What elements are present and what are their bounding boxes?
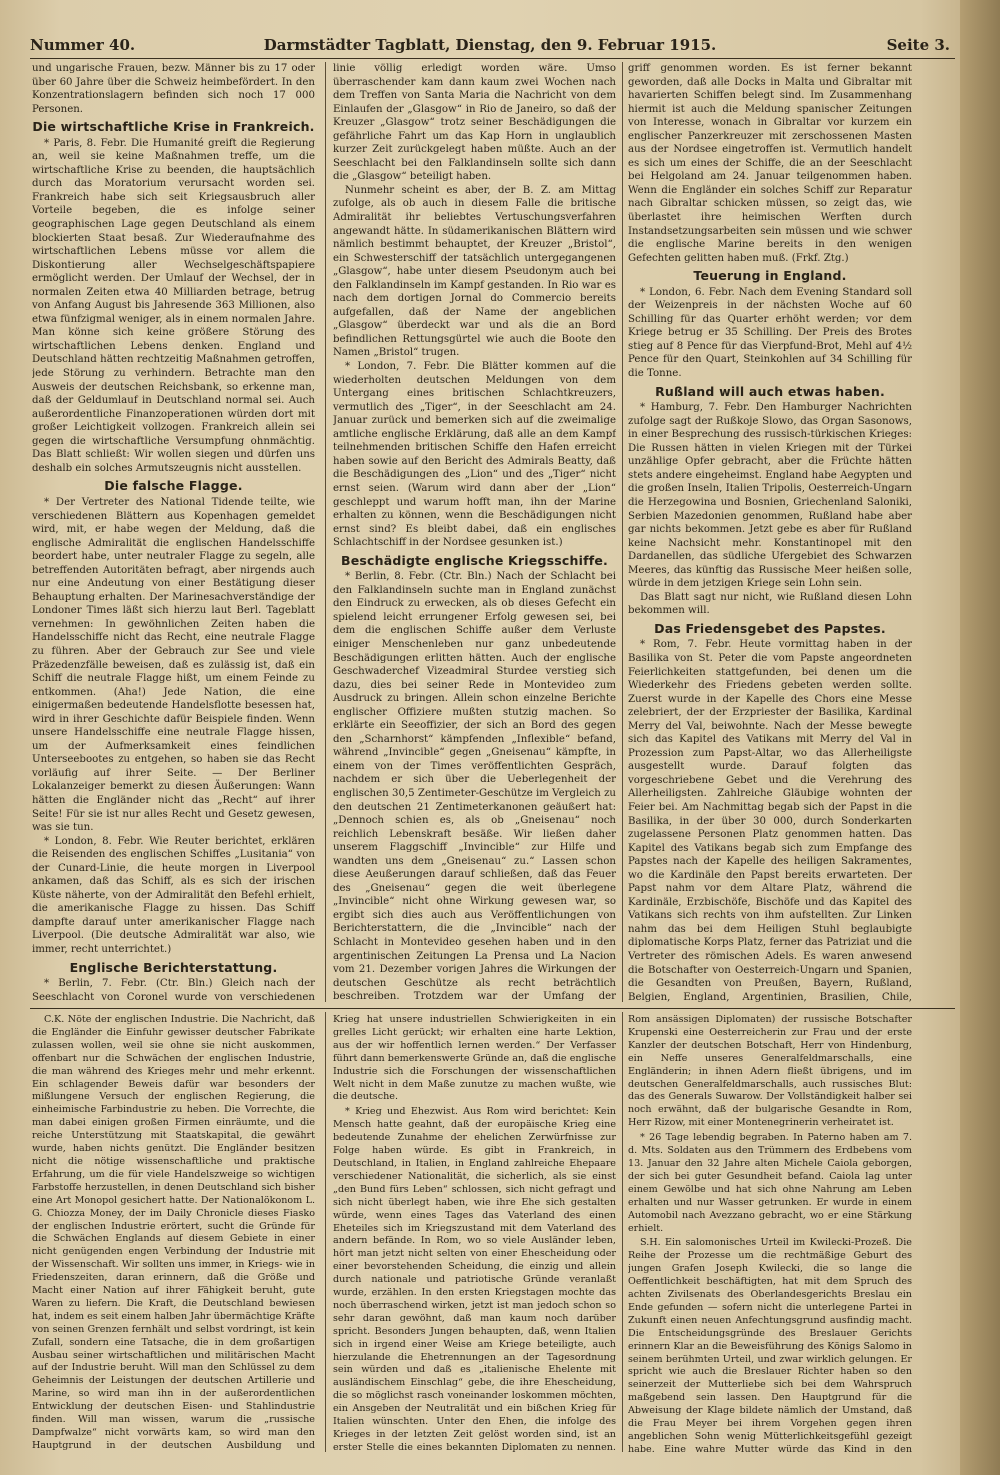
column-divider [622, 1012, 623, 1452]
article-paragraph: Das Blatt sagt nur nicht, wie Rußland diesen Lohn bekommen will. [628, 591, 912, 617]
article-paragraph: Rom ansässigen Diplomaten) der russische Botschafter Krupenski eine Oesterreicherin zur Frau und der erste Kanzler der deutschen Botschaft, Herr von Hindenburg, ein Neffe unseres Generalfeldmarschalls, eine Engländerin; in ihnen Adern fließt übrigens, und im deutschen Generalfeldmarschalls, auch russisches Blut: das des Generals Suwarow. Der Vollständigkeit halber sei noch erwähnt, daß der bulgarische Gesandte in Rom, Herr Rizow, mit einer Montenegrinerin verheiratet ist. [628, 1014, 912, 1129]
page-binding-edge [960, 0, 1000, 1475]
article-paragraph: linie völlig erledigt worden wäre. Umso überraschender kam dann kaum zwei Wochen nach dem Treffen von Santa Maria die Nachricht von dem Einlaufen der „Glasgow“ in Rio de Janeiro, so daß der Kreuzer „Glasgow“ trotz seiner Beschädigungen die gefährliche Fahrt um das Kap Horn in unglaublich kurzer Zeit zurückgelegt haben müßte. Auch an der Seeschlacht bei den Falklandinseln sollte sich dann die „Glasgow“ beteiligt haben. [333, 63, 616, 183]
headline: Teuerung in England. [693, 268, 847, 284]
article-paragraph: * London, 8. Febr. Wie Reuter berichtet, erklären die Reisenden des englischen Schiffes „Lusitania“ von der Cunard-Linie, die heute morgen in Liverpool ankamen, daß das Schiff, als es sich der irischen Küste näherte, von der Admiralität den Befehl erhielt, die amerikanische Flagge zu hissen. Das Schiff dampfte darauf unter amerikanischer Flagge nach Liverpool. (Die deutsche Admiralität war also, wie immer, recht unterrichtet.) [32, 835, 315, 955]
lower-column-3 [628, 1014, 912, 1454]
article-paragraph: * Krieg und Ehezwist. Aus Rom wird berichtet: Kein Mensch hatte geahnt, daß der europäische Krieg eine bedeutende Zunahme der ehelichen Zerwürfnisse zur Folge haben würde. Es gibt in Frankreich, in Deutschland, in Italien, in England zahlreiche Ehepaare verschiedener Nationalität, die sicherlich, als sie einst „den Bund fürs Leben“ schlossen, sich nicht gefragt und sich nicht überlegt haben, wie ihre Ehe sich gestalten würde, wenn eines Tages das Vaterland des einen Eheteiles sich im Kriegszustand mit dem Vaterland des andern befände. In Rom, wo so viele Ausländer leben, hört man jetzt nicht selten von einer Ehescheidung oder einer bevorstehenden Scheidung, die einzig und allein durch nationale und patriotische Gründe veranlaßt wurde, erzählen. In den ersten Kriegstagen mochte das noch überraschend wirken, jetzt ist man jedoch schon so sehr daran gewöhnt, daß man kaum noch darüber spricht. Besonders Jungen behaupten, daß, wenn Italien sich in irgend einer Weise am Kriege beteiligte, auch hierzulande die Ehetrennungen an der Tagesordnung sein würden und daß es „italienische Ehelente mit ausländischem Einschlag“ gebe, die ihre Ehescheidung, die so möglichst rasch voneinander loskommen möchten, ein Ansgeben der Neutralität und ein bißchen Krieg für Italien wünschten. Unter den Ehen, die infolge des Krieges in der letzten Zeit gelöst worden sind, ist an erster Stelle die eines bekannten Diplomaten zu nennen. [333, 1106, 616, 1453]
column-1 [32, 62, 315, 1002]
article-paragraph: griff genommen worden. Es ist ferner bekannt geworden, daß alle Docks in Malta und Gibraltar mit havarierten Schiffen belegt sind. Im Zusammenhang hiermit ist auch die Meldung spanischer Zeitungen von Interesse, wonach in Gibraltar vor kurzem ein englischer Panzerkreuzer mit zerschossenen Masten aus der Nordsee eingetroffen ist. Vermutlich handelt es sich um eines der Schiffe, die an der Seeschlacht bei Helgoland am 24. Januar teilgenommen haben. Wenn die Engländer ein solches Schiff zur Reparatur nach Gibraltar schicken müssen, so zeigt das, wie überlastet ihre heimischen Werften durch Instandsetzungsarbeiten sein müssen und wie schwer die englische Marine bereits in den wenigen Gefechten gelitten haben muß. (Frkf. Ztg.) [628, 63, 912, 264]
feuilleton-rule [30, 1008, 955, 1009]
headline: Das Friedensgebet des Papstes. [654, 620, 886, 636]
article-paragraph: * Hamburg, 7. Febr. Den Hamburger Nachrichten zufolge sagt der Rußkoje Slowo, das Organ Sasonows, in einer Besprechung des russisch-türkischen Krieges: Die Russen hätten in vielen Kriegen mit der Türkei unzählige Opfer gebracht, aber die Früchte hätten stets andere eingeheimst. England habe Aegypten und die großen Inseln, Italien Tripolis, Oesterreich-Ungarn die Herzegowina und Bosnien, Griechenland Saloniki, Serbien Mazedonien genommen, Rußland habe aber gar nichts bekommen. Jetzt gebe es aber für Rußland keine Nachsicht mehr. Konstantinopel mit den Dardanellen, das südliche Ufergebiet des Schwarzen Meeres, das künftig das Russische Meer heißen solle, würde in dem jetzigen Kriege sein Lohn sein. [628, 402, 912, 590]
headline: Beschädigte englische Kriegsschiffe. [341, 552, 608, 568]
column-divider [325, 1012, 326, 1452]
article-paragraph: S.H. Ein salomonisches Urteil im Kwilecki-Prozeß. Die Reihe der Prozesse um die rechtmäßige Geburt des jungen Grafen Joseph Kwilecki, die so lange die Oeffentlichkeit beschäftigten, hat mit dem Spruch des achten Zivilsenats des Oberlandesgerichts Breslau ein Ende gefunden — sofern nicht die unterlegene Partei in Zukunft einen neuen Anfechtungsgrund ausfindig macht. Die Entscheidungsgründe des Breslauer Gerichts erinnern Klar an die Beweisführung des Königs Salomo in seinem berühmten Urteil, und zwar wirklich gelungen. Er spricht wie auch die Breslauer Richter haben so den seinerzeit der Mutterliebe sich bei dem Wahrspruch maßgebend sein lassen. Den Hauptgrund für die Abweisung der Klage bildete nämlich der Umstand, daß die Frau Meyer bei ihrem Vorgehen gegen ihren angeblichen Sohn wenig Mütterlichkeitsgefühl gezeigt habe. Eine wahre Mutter würde das Kind in den [628, 1237, 912, 1454]
article-fragment: und ungarische Frauen, bezw. Männer bis zu 17 oder über 60 Jahre über die Schweiz heimbefördert. In den Konzentrationslagern befinden sich noch 17 000 Personen. [32, 63, 315, 115]
page-header [30, 36, 950, 58]
article-paragraph: Nunmehr scheint es aber, der B. Z. am Mittag zufolge, als ob auch in diesem Falle die britische Admiralität ihr beliebtes Vertuschungsverfahren angewandt hätte. In südamerikanischen Blättern wird nämlich bestimmt behauptet, der Kreuzer „Bristol“, ein Schwesterschiff der tatsächlich untergegangenen „Glasgow“, habe unter diesem Pseudonym auch bei den Falklandinseln im Kampf gestanden. In Rio war es nach dem dortigen Jornal do Commercio bereits aufgefallen, daß der Name der angeblichen „Glasgow“ überdeckt war und als die an Bord befindlichen Rettungsgürtel wie auch die Boote den Namen „Bristol“ trugen. [333, 184, 616, 359]
article-paragraph: * Berlin, 7. Febr. (Ctr. Bln.) Gleich nach der Seeschlacht von Coronel wurde von verschiedenen [32, 978, 315, 1002]
article-paragraph: Krieg hat unsere industriellen Schwierigkeiten in ein grelles Licht gerückt; wir erhalten eine harte Lektion, aus der wir hoffentlich lernen werden.“ Der Verfasser führt dann bemerkenswerte Gründe an, daß die englische Industrie sich die Forschungen der wissenschaftlichen Welt nicht in dem Maße zunutze zu machen wußte, wie die deutsche. [333, 1014, 616, 1103]
article-paragraph: * Rom, 7. Febr. Heute vormittag haben in der Basilika von St. Peter die vom Papste angeordneten Feierlichkeiten stattgefunden, bei denen um die Wiederkehr des Friedens gebeten werden sollte. Zuerst wurde in der Kapelle des Chors eine Messe zelebriert, der der Erzpriester der Basilika, Kardinal Merry del Val, beiwohnte. Nach der Messe bewegte sich das Kapitel des Vatikans mit Merry del Val in Prozession zum Papst-Altar, wo das Allerheiligste ausgestellt wurde. Darauf folgten das vorgeschriebene Gebet und die Verehrung des Allerheiligsten. Zahlreiche Gläubige wohnten der Feier bei. Am Nachmittag begab sich der Papst in die Basilika, in der über 30 000, durch Sonderkarten zugelassene Personen Platz genommen hatten. Das Kapitel des Vatikans begab sich zum Empfange des Papstes nach der Kapelle des heiligen Sakramentes, wo die Kardinäle den Papst bereits erwarteten. Der Papst nahm vor dem Altare Platz, während die Kardinäle, Erzbischöfe, Bischöfe und das Kapitel des Vatikans sich rechts von ihm aufstellten. Zur Linken nahm das bei dem Heiligen Stuhl beglaubigte diplomatische Korps Platz, ferner das Patriziat und die Vertreter des römischen Adels. Es waren anwesend die Botschafter von Oesterreich-Ungarn und Spanien, die Gesandten von Preußen, Bayern, Rußland, Belgien, England, Argentinien, Brasilien, Chile, [628, 639, 912, 1002]
column-divider [325, 62, 326, 1002]
headline: Die falsche Flagge. [104, 478, 243, 494]
issue-number: Nummer 40. [30, 36, 136, 54]
article-paragraph: * London, 6. Febr. Nach dem Evening Standard soll der Weizenpreis in der nächsten Woche auf 60 Schilling für das Quarter erhöht werden; vor dem Kriege betrug er 35 Schilling. Der Preis des Brotes stieg auf 8 Pence für das Vierpfund-Brot, Mehl auf 4½ Pence für den Quart, Steinkohlen auf 34 Schilling für die Tonne. [628, 286, 912, 380]
column-divider [622, 62, 623, 1002]
column-2 [333, 62, 616, 1002]
page-number: Seite 3. [886, 36, 950, 54]
article-paragraph: * Der Vertreter des National Tidende teilte, wie verschiedenen Blättern aus Kopenhagen gemeldet wird, mit, er habe wegen der Meldung, daß die englische Admiralität die englischen Handelsschiffe beordert habe, unter neutraler Flagge zu segeln, alle betreffenden Autoritäten befragt, aber nirgends auch nur eine Andeutung von einer Bestätigung dieser Behauptung erhalten. Der Marinesachverständige der Londoner Times läßt sich hierzu laut Berl. Tageblatt vernehmen: In gewöhnlichen Zeiten haben die Handelsschiffe nicht das Recht, eine neutrale Flagge zu führen. Aber der Gebrauch zur See und viele Präzedenzfälle beweisen, daß es zulässig ist, daß ein Schiff die neutrale Flagge hißt, um einem Feinde zu entkommen. (Aha!) Jede Nation, die eine einigermaßen bedeutende Handelsflotte besessen hat, wird in ihrer Geschichte dafür Beispiele finden. Wenn unsere Handelsschiffe eine neutrale Flagge hissen, um der Aufmerksamkeit eines feindlichen Unterseebootes zu entgehen, so haben sie das Recht vorläufig auf ihrer Seite. — Der Berliner Lokalanzeiger bemerkt zu diesen Äußerungen: Wann hätten die Engländer nicht das „Recht“ auf ihrer Seite! Für sie ist nur alles Recht und Gesetz gewesen, was sie tun. [32, 496, 315, 834]
lower-column-1 [32, 1014, 315, 1454]
article-paragraph: C.K. Nöte der englischen Industrie. Die Nachricht, daß die Engländer die Einfuhr gewisser deutscher Fabrikate zulassen wollen, weil sie ohne sie nicht auskommen, offenbart nur die Schwächen der englischen Industrie, die man während des Krieges mehr und mehr erkennt. Ein schlagender Beweis dafür war besonders der mißlungene Versuch der englischen Regierung, die einheimische Farbindustrie zu heben. Die Vorrechte, die man dabei einigen großen Firmen einräumte, und die reiche Unterstützung mit Staatskapital, die gewährt wurde, haben nichts genützt. Die Engländer besitzen nicht die nötige wissenschaftliche und praktische Erfahrung, um die für viele Handelszweige so wichtigen Farbstoffe herzustellen, in denen Deutschland sich bisher eine Art Monopol gesichert hatte. Der Nationalökonom L. G. Chiozza Money, der im Daily Chronicle dieses Fiasko der englischen Industrie erörtert, sucht die Gründe für die Schwächen Englands auf diesem Gebiete in einer nicht genügenden engen Verbindung der Industrie mit der Wissenschaft. Wir sollten uns immer, in Kriegs- wie in Friedenszeiten, daran erinnern, daß die Größe und Macht einer Nation auf ihrer Fähigkeit beruht, gute Waren zu liefern. Die Kraft, die Deutschland bewiesen hat, indem es seit einem halben Jahr übermächtige Kräfte von seinen Grenzen fernhält und selbst vordringt, ist kein Zufall, sondern eine Tatsache, die in dem großartigen Ausbau seiner wirtschaftlichen und militärischen Macht auf der Industrie beruht. Will man den Schlüssel zu dem Geheimnis der Leistungen der deutschen Artillerie und Marine, so wird man ihn in der außerordentlichen Entwicklung der deutschen Eisen- und Stahlindustrie finden. Will man wissen, warum die „russische Dampfwalze“ nicht vorwärts kam, so wird man den Hauptgrund in der deutschen Ausbildung und [32, 1014, 315, 1451]
article-paragraph: * 26 Tage lebendig begraben. In Paterno haben am 7. d. Mts. Soldaten aus den Trümmern des Erdbebens vom 13. Januar den 32 Jahre alten Michele Caiola geborgen, der sich bei guter Gesundheit befand. Caiola lag unter einem Gewölbe und hat sich ohne Nahrung am Leben erhalten und nur Wasser getrunken. Er wurde in einem Automobil nach Avezzano gebracht, wo er eine Stärkung erhielt. [628, 1132, 912, 1234]
headline: Rußland will auch etwas haben. [655, 383, 885, 399]
article-paragraph: * Berlin, 8. Febr. (Ctr. Bln.) Nach der Schlacht bei den Falklandinseln suchte man in England zunächst den Eindruck zu erwecken, als ob dieses Gefecht ein spielend leicht errungener Erfolg gewesen sei, bei dem die englischen Schiffe außer dem Verluste einiger Menschenleben nur ganz unbedeutende Beschädigungen erlitten hätten. Auch der englische Geschwaderchef Vizeadmiral Sturdee verstieg sich dazu, dies bei seiner Rede in Montevideo zum Ausdruck zu bringen. Allein schon einzelne Berichte englischer Offiziere mußten stutzig machen. So erklärte ein Seeoffizier, der sich an Bord des gegen den „Scharnhorst“ kämpfenden „Inflexible“ befand, während „Invincible“ gegen „Gneisenau“ kämpfte, in einem von der Times veröffentlichten Gespräch, nachdem er sich über die Ueberlegenheit der englischen 30,5 Zentimeter-Geschütze im Vergleich zu den deutschen 21 Zentimeterkanonen geäußert hat: „Dennoch schien es, als ob „Gneisenau“ noch reichlich Lebenskraft besäße. Wir ließen daher unserem Flaggschiff „Invincible“ zur Hilfe und wandten uns dem „Gneisenau“ zu.“ Lassen schon diese Aeußerungen darauf schließen, daß das Feuer des „Gneisenau“ gegen die weit überlegene „Invincible“ nicht ohne Wirkung gewesen war, so ergibt sich dies auch aus Veröffentlichungen von Berichterstattern, die die „Invincible“ nach der Schlacht in Montevideo gesehen haben und in den argentinischen Zeitungen La Prensa und La Nacion vom 21. Dezember vorigen Jahres die Wirkungen der deutschen Geschütze als recht beträchtlich beschreiben. Trotzdem war der Umfang der [333, 571, 616, 1002]
article-paragraph: * Paris, 8. Febr. Die Humanité greift die Regierung an, weil sie keine Maßnahmen treffe, um die wirtschaftliche Krise zu beenden, die hauptsächlich durch das Moratorium verursacht worden sei. Frankreich habe sich seit Kriegsausbruch aller Vorteile begeben, die es infolge seiner geographischen Lage gegen Deutschland als einem blockierten Staat besaß. Zur Wiederaufnahme des wirtschaftlichen Lebens müsse vor allem die Diskontierung aller Wechselgeschäftspapiere ermöglicht werden. Der Umlauf der Wechsel, der in normalen Zeiten etwa 40 Milliarden betrage, betrug von Anfang August bis Jahresende 363 Millionen, also etwa fünfzigmal weniger, als in einem normalen Jahre. Man könne sich keine größere Störung des wirtschaftlichen Lebens denken. England und Deutschland hätten rechtzeitig Maßnahmen getroffen, jede Störung zu verhindern. Betrachte man den Ausweis der deutschen Reichsbank, so erkenne man, daß der Geldumlauf in Deutschland normal sei. Auch außerordentliche Finanzoperationen würden dort mit großer Leichtigkeit vollzogen. Frankreich allein sei gegen die wirtschaftliche Versumpfung ohnmächtig. Das Blatt schließt: Wir wollen siegen und dürfen uns deshalb ein solches Armutszeugnis nicht ausstellen. [32, 137, 315, 474]
header-rule [30, 58, 955, 59]
masthead: Darmstädter Tagblatt, Dienstag, den 9. Februar 1915. [263, 36, 717, 54]
headline: Englische Berichterstattung. [69, 959, 278, 975]
article-paragraph: * London, 7. Febr. Die Blätter kommen auf die wiederholten deutschen Meldungen von dem Untergang eines britischen Schlachtkreuzers, vermutlich des „Tiger“, in der Seeschlacht am 24. Januar zurück und bemerken sich auf die zweimalige amtliche englische Erklärung, daß alle an dem Kampf teilnehmenden britischen Schiffe den Hafen erreicht haben sowie auf den Bericht des Admirals Beatty, daß die Beschädigungen des „Lion“ und des „Tiger“ nicht ernst seien. (Warum wird dann aber der „Lion“ geschleppt und warum hofft man, ihn der Marine erhalten zu können, wenn die Beschädigungen nicht ernst sind? Es bleibt dabei, daß ein englisches Schlachtschiff in der Nordsee gesunken ist.) [333, 361, 616, 549]
lower-column-2 [333, 1014, 616, 1454]
headline: Die wirtschaftliche Krise in Frankreich. [32, 119, 315, 135]
column-3 [628, 62, 912, 1002]
